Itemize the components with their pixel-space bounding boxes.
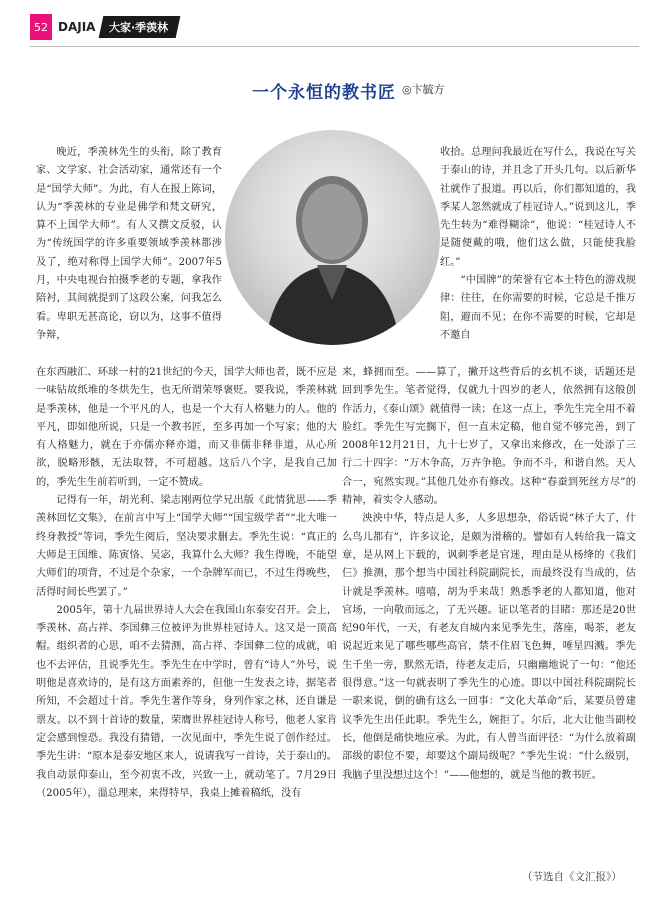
paragraph: 泱泱中华，特点是人多，人多思想杂，俗话说“林子大了，什么鸟儿都有”，许多议论，是颇为滑稽的。譬如有人转给我一篇文章，是从网上下载的，讽刺季老是官迷，理由是从杨绛的《我们仨》推测，那个想当中国社科院副院长，而最终没有当成的，估计就是季羡林。嘻嘻，胡为乎来哉！熟悉季老的人都知道，他对官场，一向敬而远之，了无兴趣。证以笔者的目睹：那还是20世纪90年代，一天，有老友自城内来见季先生，落座，喝茶，老友说起近来见了哪些哪些高官，禁不住眉飞色舞，唾星四溅。季先生千坐一旁，默然无语，待老友走后，只幽幽地说了一句：“他还很得意。”这一句就表明了季先生的心迹。即以中国社科院副院长一职来说，倒的确有这么一回事：“文化大革命”后，某要员曾建议季先生出任此职。季先生么，婉拒了。尔后，北大让他当副校长，他倒是痛快地应承。为此，有人曾当面评径：“为什么放着副部级的职位不要，却要这个副局级呢？”季先生说：“什么级别，我脑子里没想过这个！”——他想的，就是当他的教书匠。 <box>342 513 636 781</box>
article-author: ◎卞毓方 <box>402 83 445 96</box>
column-right-wide <box>342 364 636 785</box>
column-right-top <box>440 144 636 345</box>
section-label <box>99 16 181 38</box>
column-left-top <box>36 144 222 345</box>
paragraph: 2005年，第十九届世界诗人大会在我国山东泰安召开。会上，季羡林、高占祥、李国彝三位被评为世界桂冠诗人。这又是一顶高帽。组织者的心思，咱不去猜测，高占祥、李国彝二位的成就，咱也不去评估，且说季先生。季先生在中学时，曾有“诗人”外号，说明他是喜欢诗的，是有这方面素养的，但他一生发表之诗，据笔者所知，不会超过十首。季先生著作等身，身列作家之林，还自谦是票友。以不到十首诗的数量，荣膺世界桂冠诗人称号，他老人家肯定会感到惶恐。我没有猜错，一次见面中，季先生说了创作经过。季先生讲：“原本是泰安地区来人，说请我写一首诗，关于泰山的。我自动景仰泰山，至今初衷不改，兴致一上，就动笔了。7月29日（2005年），溫总理来，来得特早，我桌上摊着稿纸，没有 <box>36 604 338 799</box>
article-title: 一个永恒的教书匠 <box>252 83 396 103</box>
page-number: 52 <box>30 14 52 40</box>
paragraph: 晚近，季羡林先生的头衔，除了教育家、文学家、社会活动家，通常还有一个是“国学大师”。为此，有人在报上陈词，认为“季羡林的专业是佛学和梵文研究，算不上国学大师”。有人又撰文反驳，认为“传统国学的许多重要领域季羡林都涉及了，绝对称得上国学大师”。2007年5月，中央电视台拍摄季老的专题，拿我作陪衬，其间就提到了这段公案，问我怎么看。卑职无甚高论，窃以为，这事不值得争辩， <box>36 147 222 341</box>
portrait-photo <box>225 130 440 345</box>
paragraph: “中国牌”的荣誉有它本土特色的游戏规律：往往，在你需要的时候，它总是千推万阻，避而不见；在你不需要的时候，它却是不邀自 <box>440 275 636 341</box>
article-source: （节选自《文汇报》） <box>522 871 622 883</box>
header-divider <box>30 46 639 47</box>
paragraph: 记得有一年，胡光利、梁志刚两位学兄出版《此情犹思——季羡林回忆文集》，在前言中写上“国学大师”“国宝级学者”“北大唯一终身教授”等词，季先生阅后，坚决要求删去。季先生说：“真正的大师是王国维、陈寅恪、吴宓，我算什么大师？我生得晚，不能望大师们的项背，不过是个杂家，一个杂牌军而已，不过生得晚些，活得时间长些罢了。” <box>36 495 337 598</box>
paragraph: 来，蜂拥而至。——算了，撇开这些背后的玄机不谈，话题还是回到季先生。笔者觉得，仅就九十四岁的老人，依然拥有这般创作活力，《泰山颂》就值得一读；在这一点上，季先生完全用不着脸红。季先生写完搁下，但一直未定稿，他自觉不够完善，到了2008年12月21日，九十七岁了，又拿出来修改，在一处添了三行二十四字：“万木争高，万卉争艳。争而不斗，和谐自然。天人合一，宛然实现。”其他几处亦有修改。这种“春蚕到死丝方尽”的精神，着实令人感动。 <box>342 367 636 507</box>
paragraph: 收拾。总理问我最近在写什么，我说在写关于泰山的诗，并且念了开头几句。以后新华社就作了报道。再以后，你们都知道的，我季某人忽然就成了桂冠诗人。”说到这儿，季先生转为“难得糊涂”，他说：“桂冠诗人不是随便戴的哦，他们这么做，只能使我脸红。” <box>440 147 636 268</box>
column-left-wide <box>36 364 337 803</box>
page-header <box>30 14 179 40</box>
paragraph: 在东西融汇、环球一村的21世纪的今天，国学大师也者，既不应是一味钻故纸堆的冬烘先生，也无所谓荣辱褒贬。要我说，季羡林就是季羡林，他是一个平凡的人，也是一个大有人格魅力的人。他的平凡，即如他所说，只是一个教书匠，至多再加一个写家；他的大有人格魅力，就在于亦儒亦释亦道，而又非儒非释非道，从心所欲，脱略形骸，无法取替，不可超越。这后八个字，是我自己加的，季先生生前若听到，一定不赞成。 <box>36 367 337 488</box>
magazine-brand: DAJIA <box>58 20 96 34</box>
section-label-text: 大家·季羡林 <box>109 21 169 34</box>
portrait-illustration <box>225 130 440 345</box>
